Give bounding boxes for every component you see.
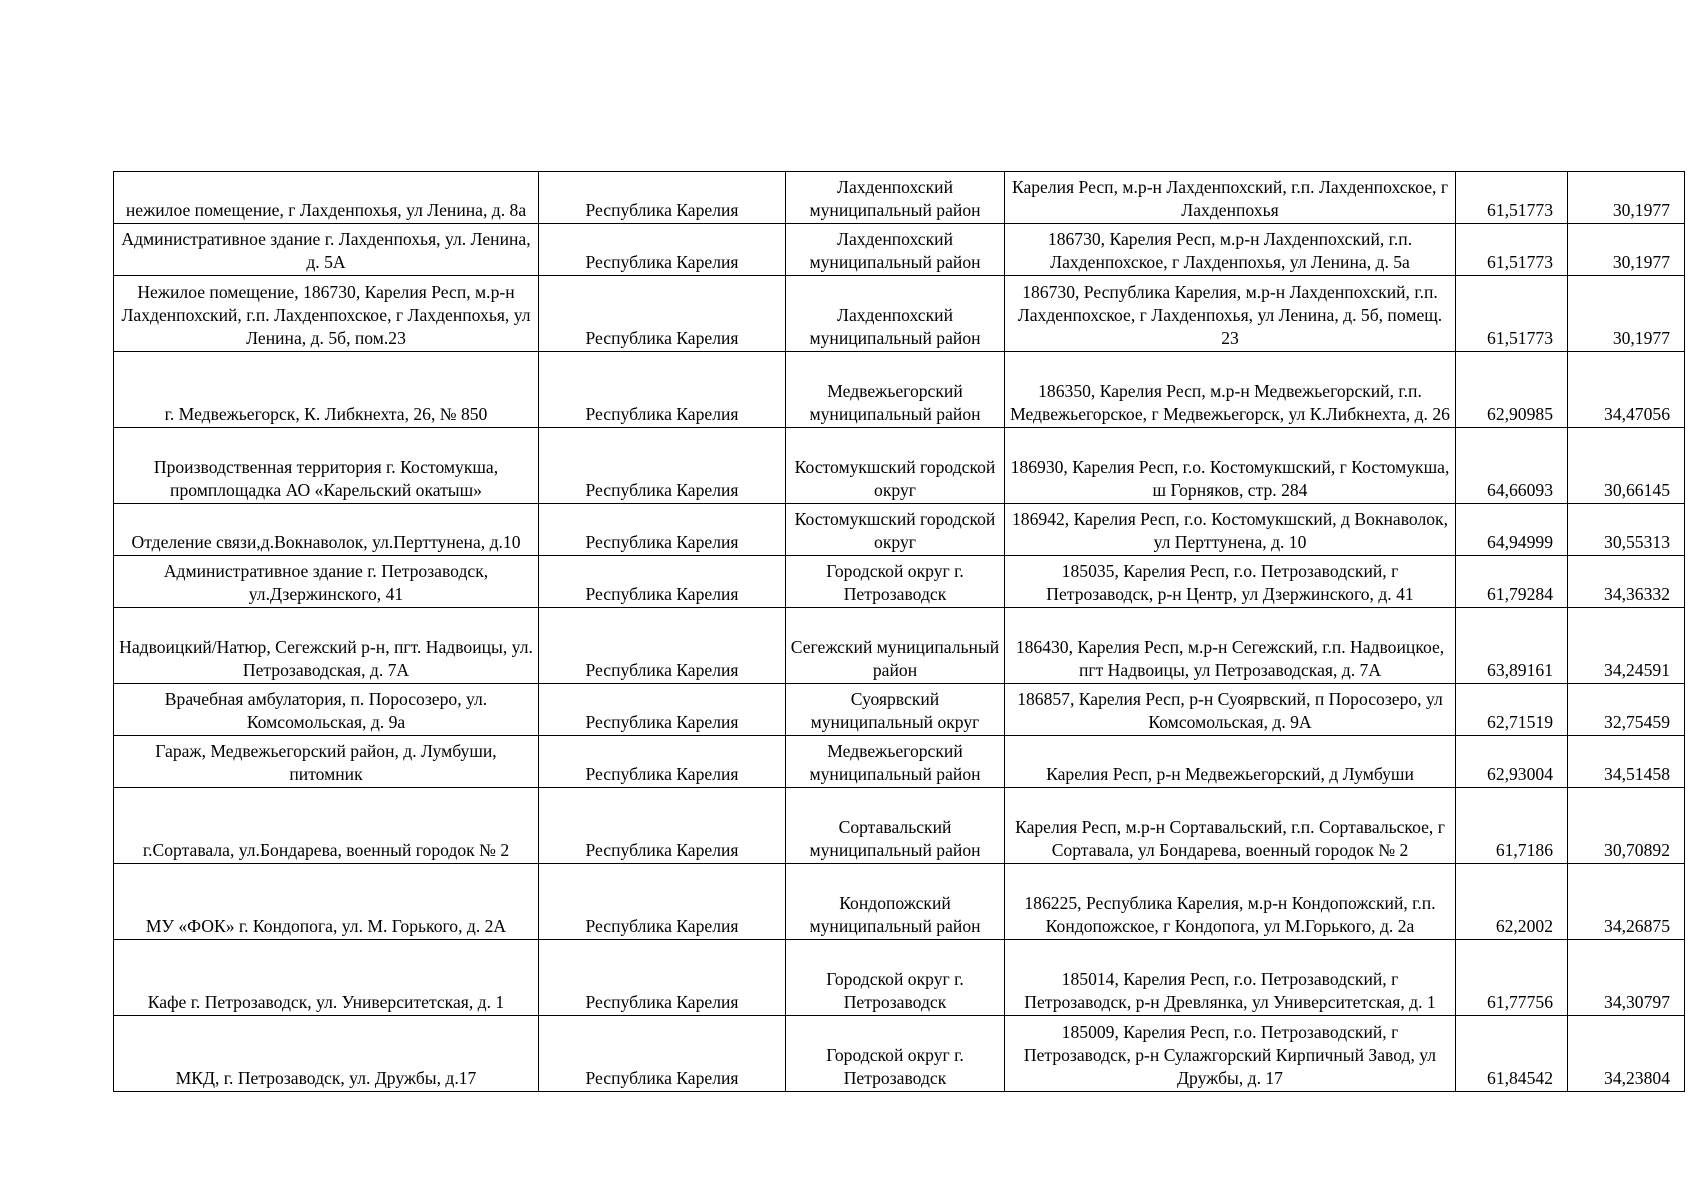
municipality-cell: Костомукшский городской округ [786, 428, 1005, 504]
latitude-cell: 62,93004 [1456, 736, 1568, 788]
region-cell: Республика Карелия [539, 224, 786, 276]
latitude-cell: 62,2002 [1456, 864, 1568, 940]
municipality-cell: Кондопожский муниципальный район [786, 864, 1005, 940]
longitude-cell: 30,70892 [1568, 788, 1685, 864]
municipality-cell: Суоярвский муниципальный округ [786, 684, 1005, 736]
region-cell: Республика Карелия [539, 736, 786, 788]
object-cell: Кафе г. Петрозаводск, ул. Университетская, д. 1 [114, 940, 539, 1016]
municipality-cell: Лахденпохский муниципальный район [786, 224, 1005, 276]
region-cell: Республика Карелия [539, 428, 786, 504]
table-row [114, 428, 1685, 504]
object-cell: г.Сортавала, ул.Бондарева, военный городок № 2 [114, 788, 539, 864]
municipality-cell: Городской округ г. Петрозаводск [786, 1016, 1005, 1092]
address-cell: 185009, Карелия Респ, г.о. Петрозаводский, г Петрозаводск, р-н Сулажгорский Кирпичный Завод, ул Дружбы, д. 17 [1005, 1016, 1456, 1092]
object-cell: Административное здание г. Петрозаводск, ул.Дзержинского, 41 [114, 556, 539, 608]
municipality-cell: Лахденпохский муниципальный район [786, 172, 1005, 224]
region-cell: Республика Карелия [539, 1016, 786, 1092]
longitude-cell: 34,26875 [1568, 864, 1685, 940]
address-cell: 186730, Республика Карелия, м.р-н Лахденпохский, г.п. Лахденпохское, г Лахденпохья, ул Ленина, д. 5б, помещ. 23 [1005, 276, 1456, 352]
object-cell: Административное здание г. Лахденпохья, ул. Ленина, д. 5А [114, 224, 539, 276]
region-cell: Республика Карелия [539, 684, 786, 736]
latitude-cell: 64,94999 [1456, 504, 1568, 556]
longitude-cell: 34,30797 [1568, 940, 1685, 1016]
latitude-cell: 62,90985 [1456, 352, 1568, 428]
object-cell: Надвоицкий/Натюр, Сегежский р-н, пгт. Надвоицы, ул. Петрозаводская, д. 7А [114, 608, 539, 684]
table-row [114, 684, 1685, 736]
object-cell: Отделение связи,д.Вокнаволок, ул.Перттунена, д.10 [114, 504, 539, 556]
object-cell: МУ «ФОК» г. Кондопога, ул. М. Горького, д. 2А [114, 864, 539, 940]
region-cell: Республика Карелия [539, 864, 786, 940]
table-row [114, 736, 1685, 788]
municipality-cell: Лахденпохский муниципальный район [786, 276, 1005, 352]
region-cell: Республика Карелия [539, 556, 786, 608]
longitude-cell: 32,75459 [1568, 684, 1685, 736]
longitude-cell: 30,1977 [1568, 224, 1685, 276]
table-row [114, 172, 1685, 224]
address-cell: Карелия Респ, м.р-н Лахденпохский, г.п. Лахденпохское, г Лахденпохья [1005, 172, 1456, 224]
longitude-cell: 30,1977 [1568, 172, 1685, 224]
municipality-cell: Сортавальский муниципальный район [786, 788, 1005, 864]
latitude-cell: 61,51773 [1456, 224, 1568, 276]
address-cell: Карелия Респ, м.р-н Сортавальский, г.п. Сортавальское, г Сортавала, ул Бондарева, военный городок № 2 [1005, 788, 1456, 864]
address-cell: 186430, Карелия Респ, м.р-н Сегежский, г.п. Надвоицкое, пгт Надвоицы, ул Петрозаводская, д. 7А [1005, 608, 1456, 684]
address-cell: Карелия Респ, р-н Медвежьегорский, д Лумбуши [1005, 736, 1456, 788]
region-cell: Республика Карелия [539, 276, 786, 352]
region-cell: Республика Карелия [539, 788, 786, 864]
longitude-cell: 34,24591 [1568, 608, 1685, 684]
objects-table [113, 171, 1685, 1092]
latitude-cell: 61,7186 [1456, 788, 1568, 864]
latitude-cell: 61,77756 [1456, 940, 1568, 1016]
table-row [114, 556, 1685, 608]
table-row [114, 940, 1685, 1016]
latitude-cell: 61,51773 [1456, 172, 1568, 224]
address-cell: 186930, Карелия Респ, г.о. Костомукшский, г Костомукша, ш Горняков, стр. 284 [1005, 428, 1456, 504]
object-cell: Нежилое помещение, 186730, Карелия Респ, м.р-н Лахденпохский, г.п. Лахденпохское, г Лахденпохья, ул Ленина, д. 5б, пом.23 [114, 276, 539, 352]
object-cell: нежилое помещение, г Лахденпохья, ул Ленина, д. 8а [114, 172, 539, 224]
latitude-cell: 64,66093 [1456, 428, 1568, 504]
table-row [114, 352, 1685, 428]
object-cell: г. Медвежьегорск, К. Либкнехта, 26, № 850 [114, 352, 539, 428]
address-cell: 186225, Республика Карелия, м.р-н Кондопожский, г.п. Кондопожское, г Кондопога, ул М.Горького, д. 2а [1005, 864, 1456, 940]
municipality-cell: Городской округ г. Петрозаводск [786, 940, 1005, 1016]
address-cell: 185014, Карелия Респ, г.о. Петрозаводский, г Петрозаводск, р-н Древлянка, ул Университетская, д. 1 [1005, 940, 1456, 1016]
object-cell: МКД, г. Петрозаводск, ул. Дружбы, д.17 [114, 1016, 539, 1092]
latitude-cell: 61,84542 [1456, 1016, 1568, 1092]
region-cell: Республика Карелия [539, 172, 786, 224]
table-row [114, 504, 1685, 556]
longitude-cell: 30,55313 [1568, 504, 1685, 556]
longitude-cell: 34,23804 [1568, 1016, 1685, 1092]
table-row [114, 608, 1685, 684]
address-cell: 186730, Карелия Респ, м.р-н Лахденпохский, г.п. Лахденпохское, г Лахденпохья, ул Ленина, д. 5а [1005, 224, 1456, 276]
longitude-cell: 30,1977 [1568, 276, 1685, 352]
region-cell: Республика Карелия [539, 352, 786, 428]
address-cell: 186857, Карелия Респ, р-н Суоярвский, п Поросозеро, ул Комсомольская, д. 9А [1005, 684, 1456, 736]
longitude-cell: 34,47056 [1568, 352, 1685, 428]
municipality-cell: Сегежский муниципальный район [786, 608, 1005, 684]
address-cell: 186350, Карелия Респ, м.р-н Медвежьегорский, г.п. Медвежьегорское, г Медвежьегорск, ул К.Либкнехта, д. 26 [1005, 352, 1456, 428]
latitude-cell: 61,51773 [1456, 276, 1568, 352]
region-cell: Республика Карелия [539, 940, 786, 1016]
address-cell: 186942, Карелия Респ, г.о. Костомукшский, д Вокнаволок, ул Перттунена, д. 10 [1005, 504, 1456, 556]
table-row [114, 864, 1685, 940]
municipality-cell: Городской округ г. Петрозаводск [786, 556, 1005, 608]
region-cell: Республика Карелия [539, 608, 786, 684]
longitude-cell: 34,51458 [1568, 736, 1685, 788]
object-cell: Врачебная амбулатория, п. Поросозеро, ул. Комсомольская, д. 9а [114, 684, 539, 736]
longitude-cell: 34,36332 [1568, 556, 1685, 608]
latitude-cell: 61,79284 [1456, 556, 1568, 608]
table-row [114, 224, 1685, 276]
table-row [114, 1016, 1685, 1092]
latitude-cell: 63,89161 [1456, 608, 1568, 684]
address-cell: 185035, Карелия Респ, г.о. Петрозаводский, г Петрозаводск, р-н Центр, ул Дзержинского, д. 41 [1005, 556, 1456, 608]
municipality-cell: Медвежьегорский муниципальный район [786, 352, 1005, 428]
table-row [114, 788, 1685, 864]
object-cell: Производственная территория г. Костомукша, промплощадка АО «Карельский окатыш» [114, 428, 539, 504]
latitude-cell: 62,71519 [1456, 684, 1568, 736]
table-row [114, 276, 1685, 352]
municipality-cell: Костомукшский городской округ [786, 504, 1005, 556]
longitude-cell: 30,66145 [1568, 428, 1685, 504]
municipality-cell: Медвежьегорский муниципальный район [786, 736, 1005, 788]
object-cell: Гараж, Медвежьегорский район, д. Лумбуши, питомник [114, 736, 539, 788]
region-cell: Республика Карелия [539, 504, 786, 556]
